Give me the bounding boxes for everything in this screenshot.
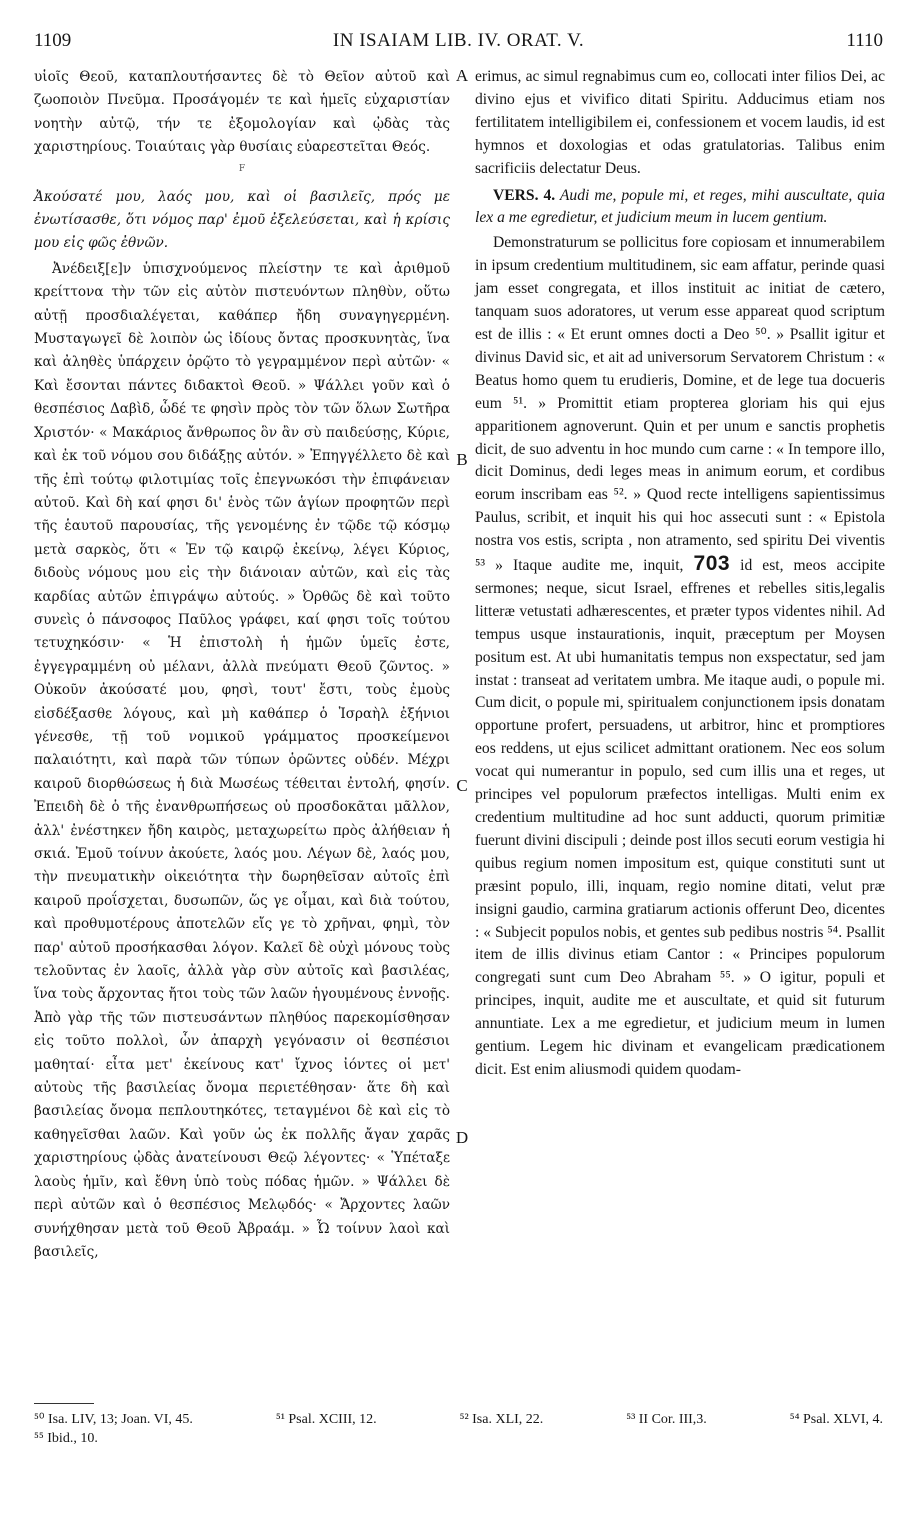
page-number-left: 1109 bbox=[34, 30, 72, 51]
footnote-51: ⁵¹ Psal. XCIII, 12. bbox=[275, 1412, 377, 1427]
latin-commentary-part-2: id est, meos accipite sermones; neque, sicut Israel, effrenes et rebelles sitis,legalis litteræ vetustati adhærescentes, et præter typos videntes nihil. Ad tempus usque instaurationis, inquit, præceptum per Moysen positum est. At ubi humanitatis tempus non exspectatur, sed jam instat : transeat ad veritatem umbra. Me itaque audi, o popule mi. Cum dicit, o popule mi, spiritualem conjunctionem ipsis donatam opportune profert, persuadens, ut arbitror, hinc et promptiores eos reddens, ut ejus scilicet admittant orationem. Nec eos solum vocat qui numerantur in populo, sed cum illis una et reges, ut principes vel populorum præfectos intelligas. Multi enim ex credentium multitudine ad hoc sunt adducti, quorum primitiæ fuerunt divini discipuli ; deinde post illos secuti eorum vestigia hi quibus regium nomen impositum est, quique constituti sunt ut præsint populo, illi, inquam, regio nomine ditati, velut præ insigni gaudio, carmina gratiarum actionis offerunt Deo, dicentes : « Subjecit populos nobis, et gentes sub pedibus nostris ⁵⁴. Psallit item de illis divinus etiam Cantor : « Principes populorum congregati sunt cum Deo Abraham ⁵⁵. » O igitur, populi et principes, inquit, audite me et auscultate, et quid sit futurum annuntiate. Lex a me egredietur, et judicium meum in lumen gentium. Legem hic divinam et evangelicam prædicationem dicit. Est enim aliusmodi quidem quodam- bbox=[475, 557, 886, 1078]
latin-commentary-part-1: Demonstraturum se pollicitus fore copiosam et innumerabilem in ipsum credentium multitudinem, sic eam affatur, perinde quasi jam esset congregata, et illos instituit ac initiat de cætero, tanquam suos adoratores, ut verum esse appareat quod scriptum est de illis : « Et erunt omnes docti a Deo ⁵⁰. » Psallit igitur et divinus David sic, et ait ad universorum Servatorem Christum : « Beatus homo quem tu erudieris, Domine, et de lege tua docueris eum ⁵¹. » Promittit etiam propterea gloriam his qui ejus apparitionem agnoverunt. Quin et per unum e sanctis prophetis dicit, de suo adventu in hoc mundo cum carne : « In tempore illo, dicit Dominus, dedi leges meas in animum eorum, et cordibus eorum inscribam eas ⁵². » Quod recte intelligens sapientissimus Paulus, scribit, et inquit his qui hoc assecuti sunt : « Epistola nostra vos estis, scripta , non atramento, sed spiritu Dei viventis ⁵³ » Itaque audite me, inquit, bbox=[475, 234, 885, 575]
latin-lemma bbox=[475, 185, 885, 231]
greek-column bbox=[34, 66, 450, 1396]
latin-paragraph: erimus, ac simul regnabimus cum eo, collocati inter filios Dei, ac divino ejus et vivifico ditati Spiritu. Adducimus etiam nos fertilitatem intelligibilem ei, confessionem et vocem laudis, id est hymnos et doxologias et odas gratulatorias. Talibus enim sacrificiis delectatur Deus. bbox=[475, 68, 885, 177]
latin-column bbox=[475, 66, 885, 1396]
footnote-50: ⁵⁰ Isa. LIV, 13; Joan. VI, 45. bbox=[34, 1412, 193, 1427]
section-letter-c: C bbox=[456, 776, 468, 795]
footnote-55: ⁵⁵ Ibid., 10. bbox=[34, 1431, 98, 1446]
footnote-52: ⁵² Isa. XLI, 22. bbox=[459, 1412, 544, 1427]
running-header bbox=[34, 30, 883, 60]
latin-lemma-text: Audi me, popule mi, et reges, mihi auscultate, quia lex a me egredietur, et judicium meum in lucem gentium. bbox=[475, 186, 886, 227]
greek-lemma: Ἀκούσατέ μου, λαός μου, καὶ οἱ βασιλεῖς, πρός με ἐνωτίσασθε, ὅτι νόμος παρ' ἐμοῦ ἐξελεύσεται, καὶ ἡ κρίσις μου εἰς φῶς ἐθνῶν. bbox=[34, 188, 450, 252]
printer-mark: F bbox=[238, 163, 246, 174]
section-letter-a: A bbox=[455, 66, 469, 85]
footnote-53: ⁵³ II Cor. III,3. bbox=[626, 1412, 707, 1427]
verse-label: VERS. 4. bbox=[493, 186, 556, 204]
page-number-right: 1110 bbox=[846, 30, 883, 51]
greek-commentary: Ἀνέδειξ[ε]ν ὑπισχνούμενος πλείστην τε καὶ ἀριθμοῦ κρείττονα τὴν τῶν εἰς αὐτὸν πιστευόντων πληθὺν, οὕτω αὐτῇ προσδιαλέγεται, καθάπερ ἤδη συναγηγερμένη. Μυσταγωγεῖ δὲ λοιπὸν ὡς ἰδίους ὄντας προσκυνητὰς, ἵνα καὶ ἀληθὲς ὑπάρχειν ὁρῷτο τὸ γεγραμμένον περὶ αὐτῶν· « Καὶ ἔσονται πάντες διδακτοὶ Θεοῦ. » Ψάλλει γοῦν καὶ ὁ θεσπέσιος Δαβὶδ, ὧδέ τε φησὶν πρὸς τὸν τῶν ὅλων Σωτῆρα Χριστόν· « Μακάριος ἄνθρωπος ὃν ἂν σὺ παιδεύσῃς, Κύριε, καὶ ἐκ τοῦ νόμου σου διδάξῃς αὐτόν. » Ἐπηγγέλλετο δὲ καὶ τῆς ἐπὶ τούτῳ φιλοτιμίας τοῖς ἐπεγνωκόσι τὴν ἐπιφάνειαν αὐτοῦ. Καὶ δὴ καί φησι δι' ἑνὸς τῶν ἁγίων προφητῶν περὶ τῆς ἑαυτοῦ παρουσίας, τῆς γενομένης ἐν τῷδε τῷ κόσμῳ μετὰ σαρκὸς, ὅτι « Ἐν τῷ καιρῷ ἐκείνῳ, λέγει Κύριος, διδοὺς νόμους μου εἰς τὴν διάνοιαν αὐτῶν, καὶ εἰς τὰς καρδίας αὐτῶν ἐπιγράψω αὐτούς. » Ὀρθῶς δὲ καὶ τοῦτο συνεὶς ὁ πάνσοφος Παῦλος γράφει, καί φησι τοῖς τούτου τετυχηκόσιν· « Ἡ ἐπιστολὴ ἡ ἡμῶν ὑμεῖς ἐστε, ἐγγεγραμμένη οὐ μέλανι, ἀλλὰ πνεύματι Θεοῦ ζῶντος. » Οὐκοῦν ἀκούσατέ μου, φησὶ, τουτ' ἔστι, τοὺς ἐμοὺς εἰσδέξασθε λόγους, καὶ μὴ καθάπερ ὁ Ἰσραὴλ ἐξήνιοι γένεσθε, τῇ τοῦ νομικοῦ γράμματος προσκείμενοι παλαιότητι, καὶ παρὰ τῶν τύπων ὁρῶντες οὐδέν. Μέχρι καιροῦ διορθώσεως ἡ διὰ Μωσέως τέθειται ἐντολή, φησίν. Ἐπειδὴ δὲ ὁ τῆς ἐνανθρωπήσεως οὐ προσδοκᾶται μᾶλλον, ἀλλ' ἐνέστηκεν ἤδη καιρὸς, μεταχωρείτω πρὸς ἀλήθειαν ἡ σκιά. Ἐμοῦ τοίνυν ἀκούετε, λαός μου. Λέγων δὲ, λαός μου, τὴν πνευματικὴν οἰκειότητα τὴν δωρηθεῖσαν αὐτοῖς ἐπὶ καιροῦ προΐσχεται, δυσωπῶν, ὥς γε οἶμαι, καὶ διὰ τούτου, καὶ προθυμοτέρους ἀποτελῶν εἴς γε τὸ χρῆναι, φημὶ, τὸν παρ' αὐτοῦ προσήκασθαι λόγον. Καλεῖ δὲ οὐχὶ μόνους τοὺς τελοῦντας ἐν λαοῖς, ἀλλὰ γὰρ σὺν αὐτοῖς καὶ βασιλέας, ἵνα τοὺς ἄρχοντας ἤτοι τοὺς τῶν λαῶν ἡγουμένους ἐννοῇς. Ἀπὸ γὰρ τῆς τῶν πιστευσάντων πληθύος παρεκομίσθησαν εἰς τοῦτο πολλοὶ, ὧν ἀπαρχὴ γεγόνασιν οἱ θεσπέσιοι μαθηταί· εἶτα μετ' ἐκείνους κατ' ἴχνος ἰόντες οἱ μετ' αὐτοὺς τῆς βασιλείας ὄνομα περιετέθησαν· ἅτε δὴ καὶ βασιλείας ὄνομα πεπλουτηκότες, τεταγμένοι δὲ καὶ εἰς τὸ καθηγεῖσθαι λαῶν. Καὶ γοῦν ὡς ἐκ πολλῆς ἄγαν χαρᾶς χαριστηρίους ᾠδὰς ἀνατείνουσι Θεῷ λέγοντες· « Ὑπέταξε λαοὺς ἡμῖν, καὶ ἔθνη ὑπὸ τοὺς πόδας ἡμῶν. » Ψάλλει δὲ περὶ αὐτῶν καὶ ὁ θεσπέσιος Μελῳδός· « Ἄρχοντες λαῶν συνήχθησαν μετὰ τοῦ Θεοῦ Ἀβραάμ. » Ὦ τοίνυν λαοὶ καὶ βασιλεῖς, bbox=[34, 260, 450, 1260]
section-letter-b: B bbox=[456, 450, 468, 469]
latin-commentary bbox=[475, 232, 885, 1082]
footnotes bbox=[34, 1410, 883, 1448]
footnote-54: ⁵⁴ Psal. XLVI, 4. bbox=[789, 1412, 883, 1427]
running-title: IN ISAIAM LIB. IV. ORAT. V. bbox=[332, 30, 585, 51]
section-letter-d: D bbox=[455, 1128, 469, 1147]
column-number: 703 bbox=[693, 552, 731, 576]
footnote-rule bbox=[34, 1403, 94, 1404]
greek-paragraph: υἱοῖς Θεοῦ, καταπλουτήσαντες δὲ τὸ Θεῖον αὐτοῦ καὶ ζωοποιὸν Πνεῦμα. Προσάγομέν τε καὶ ἡμεῖς εὐχαριστίαν νοητὴν αὐτῷ, τήν τε ἐξομολογίαν καὶ ᾠδὰς τὰς χαριστηρίους. Τοιαύταις γὰρ θυσίαις εὐαρεστεῖται Θεός. bbox=[34, 69, 450, 156]
